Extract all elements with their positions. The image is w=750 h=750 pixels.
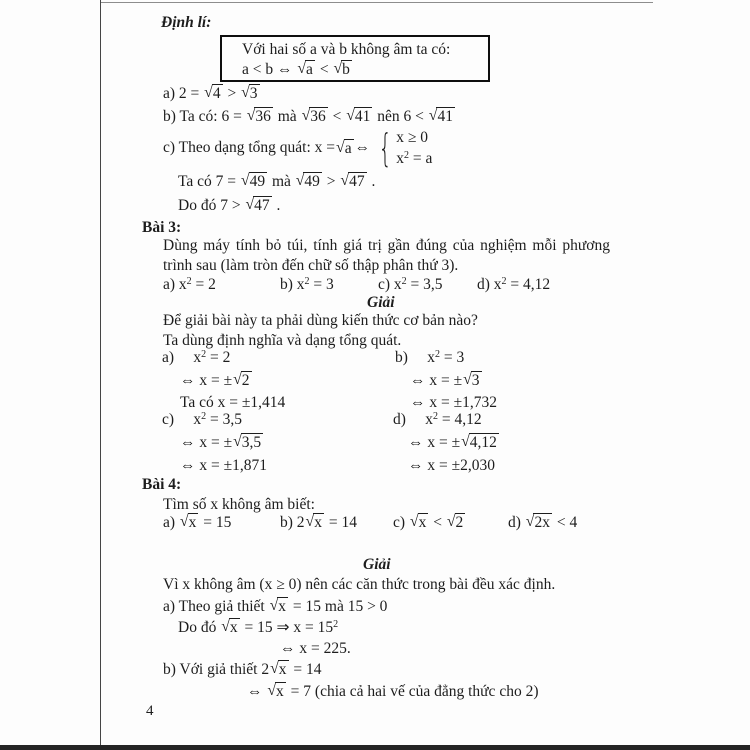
bai-3-para-2 xyxy=(163,257,458,275)
radicand: 36 xyxy=(255,108,271,125)
superscript: 2 xyxy=(401,276,407,287)
text-run: a) xyxy=(163,514,179,531)
radicand: 49 xyxy=(249,173,266,190)
sqrt-expression xyxy=(233,371,251,390)
text-run: trình sau (làm tròn đến chữ số thập phân thứ 3). xyxy=(163,257,459,274)
text-run: mà xyxy=(273,108,301,125)
sqrt-expression xyxy=(306,513,324,532)
text-run: ⇔ x = 225. xyxy=(280,640,351,657)
sol-d-3 xyxy=(408,457,495,475)
giai2-line1 xyxy=(163,576,555,594)
text-run: = 7 (chia cả hai vế của đẳng thức cho 2) xyxy=(286,683,539,700)
sqrt-expression xyxy=(267,682,285,701)
radical-sign-icon: √ xyxy=(270,660,279,677)
text-run: ⇔ xyxy=(247,683,267,700)
radicand: 36 xyxy=(310,108,326,125)
bai4-eq-b xyxy=(280,513,357,532)
sqrt-expression xyxy=(461,433,499,452)
radical-sign-icon: √ xyxy=(525,513,535,530)
radical-sign-icon: √ xyxy=(297,60,307,77)
text-run: Định lí: xyxy=(161,14,212,31)
text-run: b) x xyxy=(280,276,305,293)
text-run: b) Ta có: 6 = xyxy=(163,108,246,125)
sqrt-expression xyxy=(336,139,354,158)
text-run: ⇔ x = ±2,030 xyxy=(408,457,495,474)
text-run: x ≥ 0 xyxy=(396,128,429,146)
text-run: = 15 mà 15 > 0 xyxy=(289,598,388,615)
text-run: c) xyxy=(393,514,409,531)
line-c-system xyxy=(163,126,432,170)
giai2-a2 xyxy=(178,618,338,637)
text-run: Do đó 7 > xyxy=(178,197,245,214)
text-run: d) x xyxy=(393,411,434,428)
superscript: 2 xyxy=(201,349,207,360)
text-run: c) x xyxy=(162,411,202,428)
sol-a-1 xyxy=(162,349,230,367)
radicand: x xyxy=(278,598,287,615)
radicand: 49 xyxy=(304,173,320,190)
text-run: = a xyxy=(409,149,433,167)
text-run: ⇔ x = ±1,732 xyxy=(410,394,497,411)
theorem-box-line-1 xyxy=(242,41,450,59)
radicand: 4 xyxy=(212,85,221,102)
radicand: x xyxy=(314,514,322,531)
text-run: ⇔ x = ± xyxy=(180,372,233,389)
radicand: a xyxy=(344,139,352,157)
giai2-b2 xyxy=(247,682,538,701)
radical-sign-icon: √ xyxy=(295,172,305,189)
theorem-box-line-2 xyxy=(242,60,353,79)
sqrt-expression xyxy=(410,513,428,532)
bai4-eq-c xyxy=(393,513,466,532)
text-run: = 3 xyxy=(309,276,334,293)
superscript: 2 xyxy=(501,276,507,287)
radicand: 3 xyxy=(471,372,480,389)
bai3-eq-a xyxy=(163,276,216,294)
superscript: 2 xyxy=(201,411,207,422)
sol-c-2 xyxy=(180,433,264,452)
giai2-a3 xyxy=(280,640,351,658)
text-run: d) x xyxy=(477,276,502,293)
sqrt-expression xyxy=(447,513,465,532)
text-run: b) Với giả thiết 2 xyxy=(163,661,270,678)
radicand: 41 xyxy=(354,108,371,125)
radicand: x xyxy=(418,514,427,531)
radical-sign-icon: √ xyxy=(340,172,350,189)
sqrt-expression xyxy=(245,196,271,215)
sol-b-3 xyxy=(410,394,497,412)
bai4-eq-d xyxy=(508,513,577,532)
radicand: x xyxy=(188,514,197,531)
sol-d-2 xyxy=(408,433,500,452)
sqrt-expression xyxy=(429,107,455,126)
text-run: d) xyxy=(508,514,525,531)
radical-sign-icon: √ xyxy=(336,138,345,156)
text-run: < 4 xyxy=(552,514,578,531)
system-rows xyxy=(396,129,432,168)
sqrt-expression xyxy=(346,107,372,126)
superscript: 2 xyxy=(333,619,339,630)
text-run: ⇔ x = ± xyxy=(408,434,461,451)
sqrt-expression xyxy=(340,172,366,191)
line-b xyxy=(163,107,456,126)
radicand: 41 xyxy=(437,108,453,125)
text-run: = 15 xyxy=(199,514,232,531)
text-run: Do đó xyxy=(178,619,221,636)
sol-b-2 xyxy=(410,371,483,390)
dinh-li-label xyxy=(161,14,211,32)
radical-sign-icon: √ xyxy=(301,107,311,124)
text-run: = 3,5 xyxy=(206,411,243,428)
page-number: 4 xyxy=(146,703,154,719)
radical-sign-icon: √ xyxy=(346,107,355,124)
text-run: Để giải bài này ta phải dùng kiến thức cơ bản nào? xyxy=(163,312,478,329)
bai3-eq-c xyxy=(378,276,443,294)
equation-system xyxy=(373,125,433,170)
sqrt-expression xyxy=(302,107,328,126)
sol-c-3 xyxy=(180,457,267,475)
text-run: Vì x không âm (x ≥ 0) nên các căn thức trong bài đều xác định. xyxy=(163,576,556,593)
text-run: ⇔ x = ±1,871 xyxy=(180,457,267,474)
radicand: x xyxy=(278,661,287,678)
radical-sign-icon: √ xyxy=(240,172,250,189)
system-row xyxy=(396,150,432,168)
sqrt-expression xyxy=(221,618,239,637)
radicand: x xyxy=(276,683,284,700)
text-run: . xyxy=(272,197,281,214)
text-run: = 3,5 xyxy=(406,276,443,293)
giai2-a1 xyxy=(163,597,387,616)
text-run: a) 2 = xyxy=(163,85,204,102)
sol-c-1 xyxy=(162,411,242,429)
radical-sign-icon: √ xyxy=(463,371,472,388)
text-run: b) x xyxy=(395,349,436,366)
text-run: > xyxy=(223,85,241,102)
text-run: ⇔ x = ± xyxy=(180,434,233,451)
radical-sign-icon: √ xyxy=(269,597,279,614)
sqrt-expression xyxy=(180,513,198,532)
radicand: 47 xyxy=(349,173,365,190)
sol-a-2 xyxy=(180,371,253,390)
text-run: < xyxy=(328,108,346,125)
radical-sign-icon: √ xyxy=(333,60,343,77)
radicand: 2 xyxy=(241,372,250,389)
text-run: Tìm số x không âm biết: xyxy=(163,496,315,513)
text-run: a) Theo giả thiết xyxy=(163,598,269,615)
giai-2-heading xyxy=(363,556,391,574)
text-run: = 14 xyxy=(324,514,357,531)
text-run: < xyxy=(429,514,446,531)
text-run: a) x xyxy=(162,349,202,366)
bai-3-heading xyxy=(142,219,181,237)
giai1-method xyxy=(163,332,401,350)
radical-sign-icon: √ xyxy=(221,618,230,635)
radicand: 4,12 xyxy=(469,434,497,451)
radical-sign-icon: √ xyxy=(446,513,456,530)
text-run: = 2 xyxy=(206,349,231,366)
sol-a-3 xyxy=(180,394,285,412)
bai3-eq-d xyxy=(477,276,550,294)
sqrt-expression xyxy=(204,84,222,103)
sqrt-expression xyxy=(297,60,315,79)
text-run: = 15 ⇒ x = 15 xyxy=(240,619,334,636)
giai2-b1 xyxy=(163,660,322,679)
brace-icon: { xyxy=(378,125,392,170)
radicand: 2 xyxy=(455,514,464,531)
sol-d-1 xyxy=(393,411,482,429)
text-run: > xyxy=(322,173,340,190)
line-do-do-7 xyxy=(178,196,280,215)
sol-b-1 xyxy=(395,349,464,367)
radical-sign-icon: √ xyxy=(245,196,255,213)
sqrt-expression xyxy=(270,597,288,616)
radical-sign-icon: √ xyxy=(179,513,189,530)
text-run: mà xyxy=(268,173,295,190)
superscript: 2 xyxy=(186,276,192,287)
text-run: Bài 4: xyxy=(142,476,182,493)
text-run: Ta có x = ±1,414 xyxy=(180,394,286,411)
superscript: 2 xyxy=(304,276,310,287)
superscript: 2 xyxy=(404,149,410,161)
line-a xyxy=(163,84,261,103)
text-run: Bài 3: xyxy=(142,219,182,236)
radical-sign-icon: √ xyxy=(267,682,277,699)
superscript: 2 xyxy=(433,411,439,422)
radicand: b xyxy=(342,61,350,78)
text-run: = 4,12 xyxy=(506,276,551,293)
sqrt-expression xyxy=(270,660,288,679)
radicand: a xyxy=(306,61,313,78)
bai4-eq-a xyxy=(163,513,231,532)
giai1-question xyxy=(163,312,478,330)
text-run: ⇔ x = ± xyxy=(410,372,463,389)
text-run: < xyxy=(315,61,333,78)
radicand: 3 xyxy=(249,85,258,102)
text-run: = 14 xyxy=(289,661,322,678)
text-run: Ta dùng định nghĩa và dạng tổng quát. xyxy=(163,332,402,349)
radical-sign-icon: √ xyxy=(204,84,213,101)
radicand: x xyxy=(229,619,238,636)
text-run: a) x xyxy=(163,276,187,293)
text-run: c) x xyxy=(378,276,402,293)
text-run: a < b ⇔ xyxy=(242,61,297,78)
text-run: Với hai số a và b không âm ta có: xyxy=(242,41,451,58)
text-run: x xyxy=(396,149,405,167)
text-run: Giải xyxy=(367,294,395,311)
text-run: Giải xyxy=(363,556,391,573)
sqrt-expression xyxy=(233,433,263,452)
radical-sign-icon: √ xyxy=(233,371,242,388)
radical-sign-icon: √ xyxy=(461,433,470,450)
radical-sign-icon: √ xyxy=(409,513,419,530)
bai-3-para-1 xyxy=(163,237,610,255)
sqrt-expression xyxy=(463,371,481,390)
sqrt-expression xyxy=(241,84,259,103)
bottom-scan-bar xyxy=(0,745,750,750)
radical-sign-icon: √ xyxy=(241,84,250,101)
text-run: = 4,12 xyxy=(438,411,482,428)
text-run: ⇔ xyxy=(354,139,371,156)
sqrt-expression xyxy=(526,513,552,532)
superscript: 2 xyxy=(435,349,441,360)
text-run: = 2 xyxy=(191,276,216,293)
system-row xyxy=(396,129,432,147)
line-ta-co-7 xyxy=(178,172,375,191)
text-run: Dùng máy tính bỏ túi, tính giá trị gần đúng của nghiệm mỗi phương xyxy=(163,237,610,254)
radicand: 3,5 xyxy=(241,434,262,451)
giai-1-heading xyxy=(367,294,395,312)
sqrt-expression xyxy=(333,60,351,79)
radical-sign-icon: √ xyxy=(428,107,438,124)
sqrt-expression xyxy=(241,172,267,191)
radical-sign-icon: √ xyxy=(246,107,256,124)
text-run: . xyxy=(367,173,376,190)
text-run: = 3 xyxy=(440,349,465,366)
sqrt-expression xyxy=(247,107,273,126)
radicand: 47 xyxy=(254,197,270,214)
sqrt-expression xyxy=(296,172,322,191)
bai3-eq-b xyxy=(280,276,334,294)
radical-sign-icon: √ xyxy=(233,433,242,450)
radicand: 2x xyxy=(534,514,550,531)
text-run: b) 2 xyxy=(280,514,305,531)
text-run: nên 6 < xyxy=(373,108,428,125)
text-run: c) Theo dạng tổng quát: x = xyxy=(163,139,336,156)
radical-sign-icon: √ xyxy=(305,513,315,530)
text-run: Ta có 7 = xyxy=(178,173,240,190)
bai4-intro xyxy=(163,496,315,514)
bai-4-heading xyxy=(142,476,181,494)
